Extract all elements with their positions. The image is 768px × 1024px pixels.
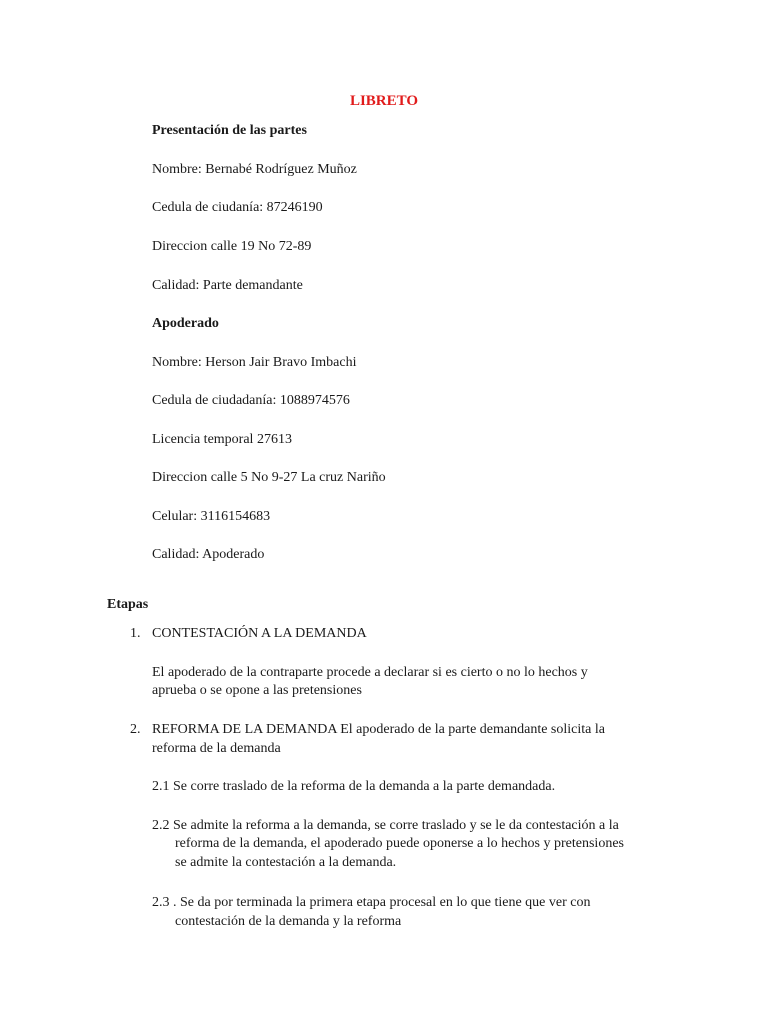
attorney-role: Calidad: Apoderado (152, 547, 265, 562)
attorney-id: Cedula de ciudadanía: 1088974576 (152, 393, 350, 408)
attorney-name: Nombre: Herson Jair Bravo Imbachi (152, 355, 357, 370)
substage-2-1: 2.1 Se corre traslado de la reforma de la demanda a la parte demandada. (152, 779, 556, 794)
attorney-heading: Apoderado (152, 316, 219, 331)
party-heading: Presentación de las partes (152, 123, 307, 138)
party-address: Direccion calle 19 No 72-89 (152, 239, 312, 254)
substage-2-3-line1: 2.3 . Se da por terminada la primera etapa procesal en lo que tiene que ver con (152, 895, 591, 910)
substage-2-3-line2: contestación de la demanda y la reforma (175, 914, 402, 929)
stage-1-description-line2: aprueba o se opone a las pretensiones (152, 683, 362, 698)
stage-2-number: 2. (130, 722, 141, 737)
stages-heading: Etapas (107, 597, 149, 612)
party-role: Calidad: Parte demandante (152, 278, 303, 293)
attorney-address: Direccion calle 5 No 9-27 La cruz Nariño (152, 470, 386, 485)
stage-1-title: CONTESTACIÓN A LA DEMANDA (152, 626, 367, 641)
stage-2-title-line2: reforma de la demanda (152, 741, 281, 756)
stage-1-description-line1: El apoderado de la contraparte procede a declarar si es cierto o no lo hechos y (152, 665, 588, 680)
substage-2-2-line2: reforma de la demanda, el apoderado puede oponerse a lo hechos y pretensiones (175, 836, 624, 851)
stage-1-number: 1. (130, 626, 141, 641)
stage-2-title-line1: REFORMA DE LA DEMANDA El apoderado de la parte demandante solicita la (152, 722, 605, 737)
substage-2-2-line3: se admite la contestación a la demanda. (175, 855, 397, 870)
substage-2-2-line1: 2.2 Se admite la reforma a la demanda, se corre traslado y se le da contestación a la (152, 818, 619, 833)
attorney-license: Licencia temporal 27613 (152, 432, 292, 447)
attorney-phone: Celular: 3116154683 (152, 509, 271, 524)
party-id: Cedula de ciudanía: 87246190 (152, 200, 323, 215)
document-title: LIBRETO (349, 93, 419, 109)
party-name: Nombre: Bernabé Rodríguez Muñoz (152, 162, 357, 177)
